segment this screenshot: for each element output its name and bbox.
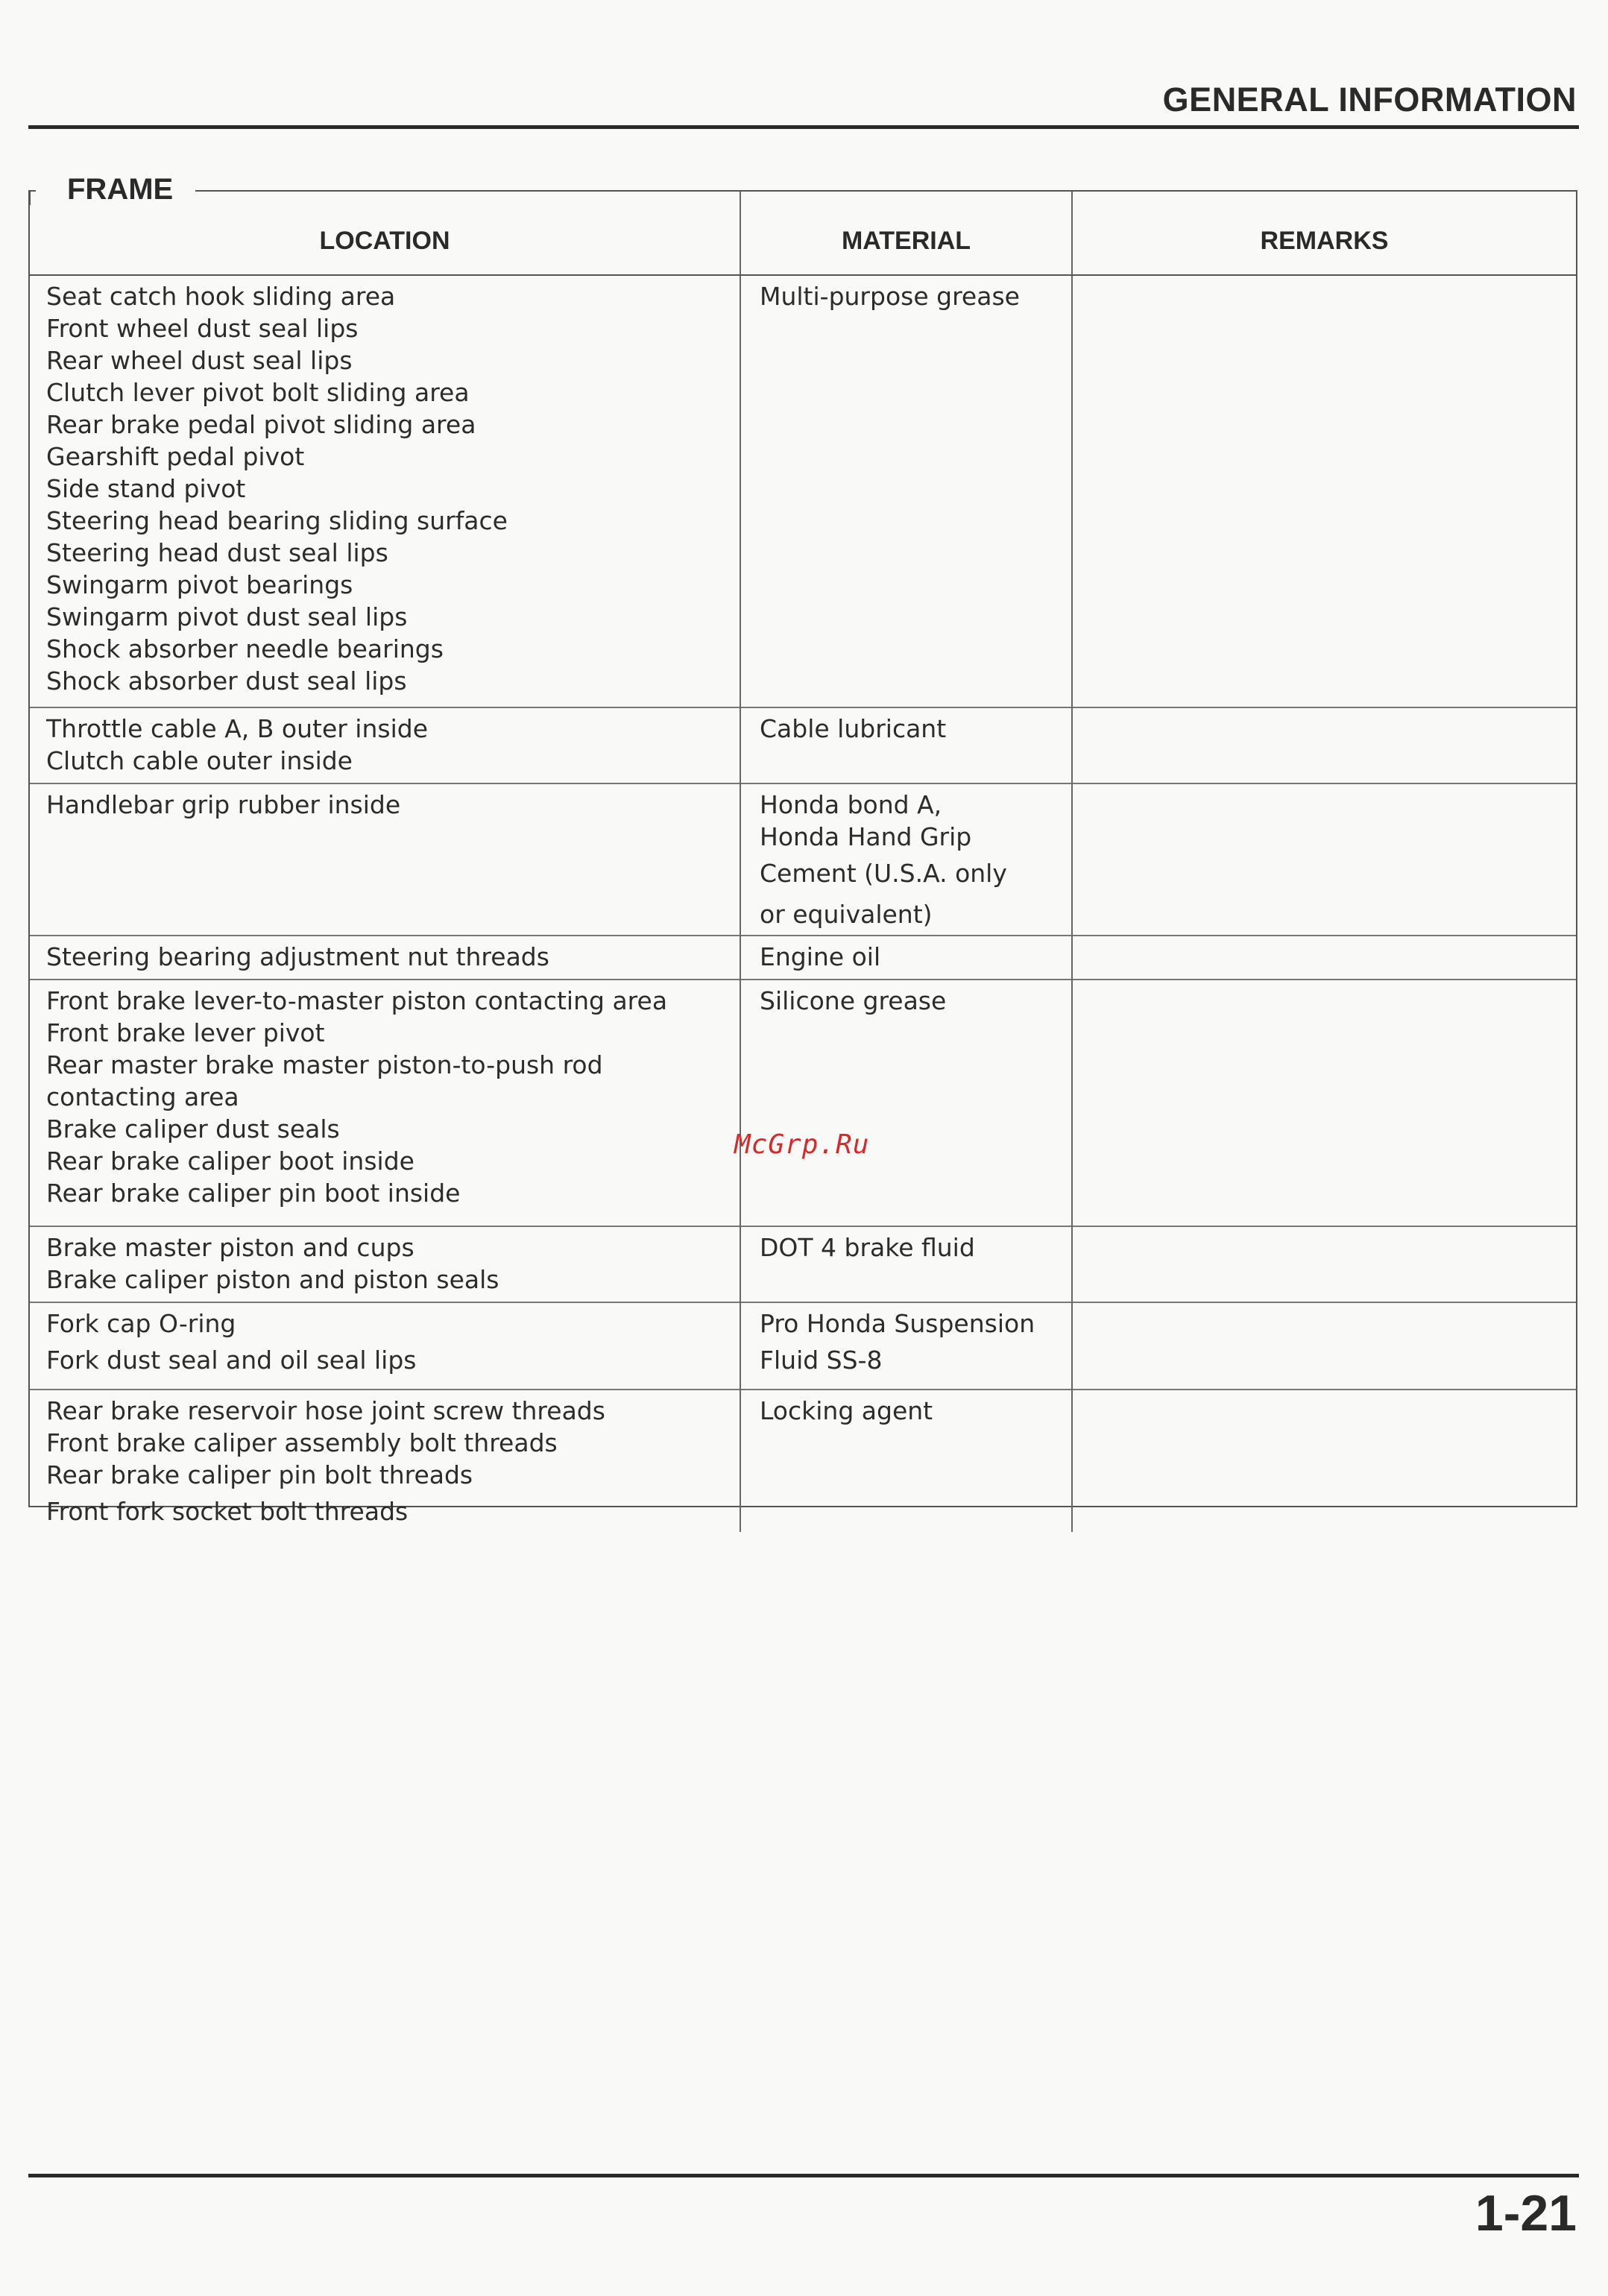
- location-line: Rear brake caliper boot inside: [46, 1147, 414, 1176]
- remarks-cell: [1072, 1302, 1576, 1390]
- material-cell: [740, 783, 1072, 936]
- location-cell: [30, 1226, 740, 1302]
- location-line: contacting area: [46, 1082, 239, 1111]
- location-line: Swingarm pivot dust seal lips: [46, 602, 408, 631]
- material-line: DOT 4 brake fluid: [760, 1233, 975, 1262]
- location-line: Front brake lever pivot: [46, 1018, 325, 1047]
- footer-rule: [28, 2174, 1579, 2177]
- material-cell: [740, 1226, 1072, 1302]
- material-cell: [740, 936, 1072, 980]
- material-line: Honda Hand Grip: [760, 822, 972, 851]
- location-line: Throttle cable A, B outer inside: [46, 714, 428, 743]
- material-cell: [740, 275, 1072, 707]
- watermark-text: McGrp.Ru: [734, 1129, 870, 1160]
- location-line: Swingarm pivot bearings: [46, 570, 353, 599]
- material-line: Fluid SS-8: [760, 1346, 883, 1375]
- location-line: Steering head bearing sliding surface: [46, 506, 508, 535]
- remarks-cell: [1072, 707, 1576, 783]
- location-line: Rear brake caliper pin boot inside: [46, 1179, 461, 1208]
- material-line: Engine oil: [760, 942, 881, 971]
- remarks-cell: [1072, 1390, 1576, 1532]
- remarks-cell: [1072, 980, 1576, 1226]
- table-row: [30, 275, 1576, 707]
- column-header-location: LOCATION: [30, 192, 740, 275]
- location-line: Brake master piston and cups: [46, 1233, 414, 1262]
- material-line: Multi-purpose grease: [760, 282, 1020, 311]
- location-line: Front brake lever-to-master piston contacting area: [46, 986, 668, 1015]
- material-line: Honda bond A,: [760, 790, 942, 819]
- location-line: Clutch lever pivot bolt sliding area: [46, 378, 470, 407]
- location-line: Steering head dust seal lips: [46, 538, 388, 567]
- table-row: [30, 936, 1576, 980]
- frame-bracket-corner: [28, 190, 31, 205]
- material-cell: [740, 1390, 1072, 1532]
- frame-lubrication-table: [28, 190, 1577, 1526]
- location-line: Seat catch hook sliding area: [46, 282, 396, 311]
- material-line: Pro Honda Suspension: [760, 1309, 1035, 1338]
- material-line: Locking agent: [760, 1396, 933, 1425]
- location-line: Steering bearing adjustment nut threads: [46, 942, 549, 971]
- location-line: Front wheel dust seal lips: [46, 314, 359, 343]
- location-line: Rear brake pedal pivot sliding area: [46, 410, 476, 439]
- location-cell: [30, 1302, 740, 1390]
- location-line: Rear brake reservoir hose joint screw threads: [46, 1396, 605, 1425]
- page-header-title: GENERAL INFORMATION: [1162, 81, 1577, 119]
- location-cell: [30, 936, 740, 980]
- material-cell: [740, 980, 1072, 1226]
- column-header-remarks: REMARKS: [1072, 192, 1576, 275]
- location-line: Shock absorber dust seal lips: [46, 666, 407, 696]
- location-cell: [30, 275, 740, 707]
- remarks-cell: [1072, 275, 1576, 707]
- header-rule: [28, 125, 1579, 129]
- location-line: Front fork socket bolt threads: [46, 1497, 409, 1526]
- location-cell: [30, 783, 740, 936]
- location-line: Front brake caliper assembly bolt threads: [46, 1428, 558, 1457]
- material-cell: [740, 1302, 1072, 1390]
- remarks-cell: [1072, 1226, 1576, 1302]
- table-row: [30, 1226, 1576, 1302]
- table-row: [30, 1302, 1576, 1390]
- material-cell: [740, 707, 1072, 783]
- location-line: Clutch cable outer inside: [46, 746, 353, 775]
- location-line: Fork dust seal and oil seal lips: [46, 1346, 417, 1375]
- remarks-cell: [1072, 783, 1576, 936]
- table-header-row: [30, 192, 1576, 275]
- table-row: [30, 783, 1576, 936]
- location-line: Side stand pivot: [46, 474, 246, 503]
- page-number: 1-21: [1475, 2185, 1577, 2242]
- material-line: Cement (U.S.A. only: [760, 859, 1007, 888]
- material-line: or equivalent): [760, 900, 933, 929]
- location-cell: [30, 1390, 740, 1532]
- location-line: Rear brake caliper pin bolt threads: [46, 1460, 473, 1489]
- location-cell: [30, 980, 740, 1226]
- location-line: Brake caliper dust seals: [46, 1114, 340, 1144]
- location-line: Gearshift pedal pivot: [46, 442, 305, 471]
- table-row: [30, 980, 1576, 1226]
- material-line: Cable lubricant: [760, 714, 947, 743]
- location-cell: [30, 707, 740, 783]
- location-line: Rear master brake master piston-to-push rod: [46, 1050, 603, 1079]
- location-line: Shock absorber needle bearings: [46, 634, 444, 663]
- material-line: Silicone grease: [760, 986, 947, 1015]
- column-header-material: MATERIAL: [740, 192, 1072, 275]
- location-line: Handlebar grip rubber inside: [46, 790, 401, 819]
- table-row: [30, 1390, 1576, 1532]
- location-line: Rear wheel dust seal lips: [46, 346, 353, 375]
- section-title: FRAME: [36, 173, 195, 206]
- location-line: Brake caliper piston and piston seals: [46, 1265, 499, 1294]
- location-line: Fork cap O-ring: [46, 1309, 236, 1338]
- remarks-cell: [1072, 936, 1576, 980]
- table-row: [30, 707, 1576, 783]
